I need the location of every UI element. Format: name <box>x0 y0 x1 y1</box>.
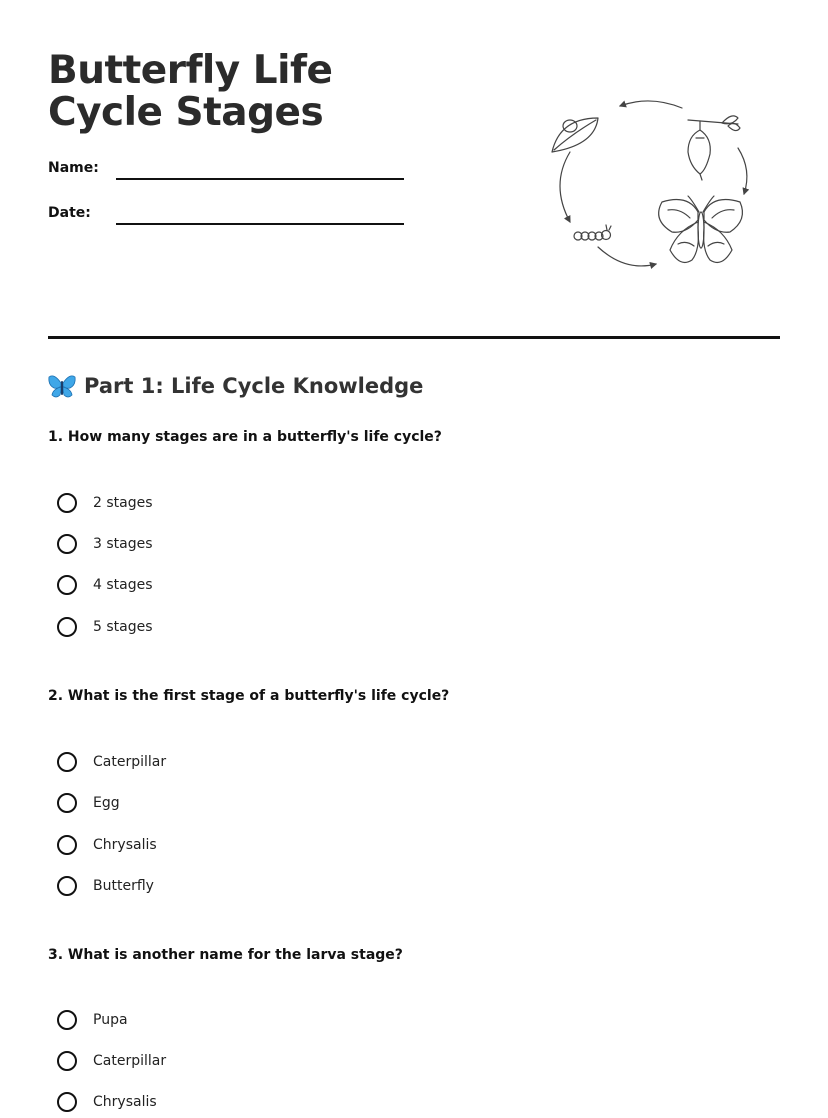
egg-on-leaf-icon <box>552 118 598 152</box>
section-divider <box>48 336 780 339</box>
cycle-arrow-right <box>738 148 747 194</box>
option-label: Caterpillar <box>93 754 167 770</box>
caterpillar-icon <box>574 225 611 240</box>
option-label: 2 stages <box>93 495 153 511</box>
q2-option-3[interactable] <box>57 832 157 858</box>
option-label: Chrysalis <box>93 837 157 853</box>
radio-button[interactable] <box>57 752 77 772</box>
radio-button[interactable] <box>57 617 77 637</box>
radio-button[interactable] <box>57 575 77 595</box>
radio-button[interactable] <box>57 1092 77 1112</box>
q1-option-1[interactable] <box>57 490 153 516</box>
radio-button[interactable] <box>57 493 77 513</box>
option-label: Pupa <box>93 1012 128 1028</box>
q1-option-3[interactable] <box>57 572 153 598</box>
name-field-row <box>48 160 408 184</box>
part-1-heading <box>48 373 423 399</box>
option-label: 5 stages <box>93 619 153 635</box>
cycle-arrow-bottom <box>598 247 656 266</box>
butterfly-emoji-icon <box>48 373 76 399</box>
q3-option-1[interactable] <box>57 1007 128 1033</box>
radio-button[interactable] <box>57 534 77 554</box>
option-label: 3 stages <box>93 536 153 552</box>
date-field[interactable] <box>116 223 404 225</box>
part-1-heading-text: Part 1: Life Cycle Knowledge <box>84 374 424 398</box>
option-label: 4 stages <box>93 577 153 593</box>
q1-option-2[interactable] <box>57 531 153 557</box>
butterfly-life-cycle-illustration <box>540 90 760 280</box>
page-title: Butterfly Life Cycle Stages <box>48 48 333 135</box>
q1-option-4[interactable] <box>57 614 153 640</box>
question-3: 3. What is another name for the larva stage? <box>48 947 403 963</box>
q3-option-3[interactable] <box>57 1089 157 1115</box>
date-field-row <box>48 205 408 229</box>
cycle-arrow-top <box>620 101 682 108</box>
adult-butterfly-icon <box>659 196 743 262</box>
cycle-arrow-left <box>560 152 570 222</box>
chrysalis-icon <box>688 116 740 180</box>
radio-button[interactable] <box>57 1010 77 1030</box>
question-1: 1. How many stages are in a butterfly's life cycle? <box>48 429 442 445</box>
q3-option-2[interactable] <box>57 1048 166 1074</box>
q2-option-2[interactable] <box>57 790 120 816</box>
option-label: Chrysalis <box>93 1094 157 1110</box>
q2-option-1[interactable] <box>57 749 166 775</box>
radio-button[interactable] <box>57 876 77 896</box>
option-label: Egg <box>93 795 120 811</box>
radio-button[interactable] <box>57 835 77 855</box>
option-label: Caterpillar <box>93 1053 167 1069</box>
name-field[interactable] <box>116 178 404 180</box>
date-label: Date: <box>48 205 91 221</box>
radio-button[interactable] <box>57 1051 77 1071</box>
option-label: Butterfly <box>93 878 154 894</box>
question-2: 2. What is the first stage of a butterfly's life cycle? <box>48 688 450 704</box>
radio-button[interactable] <box>57 793 77 813</box>
name-label: Name: <box>48 160 99 176</box>
q2-option-4[interactable] <box>57 873 154 899</box>
